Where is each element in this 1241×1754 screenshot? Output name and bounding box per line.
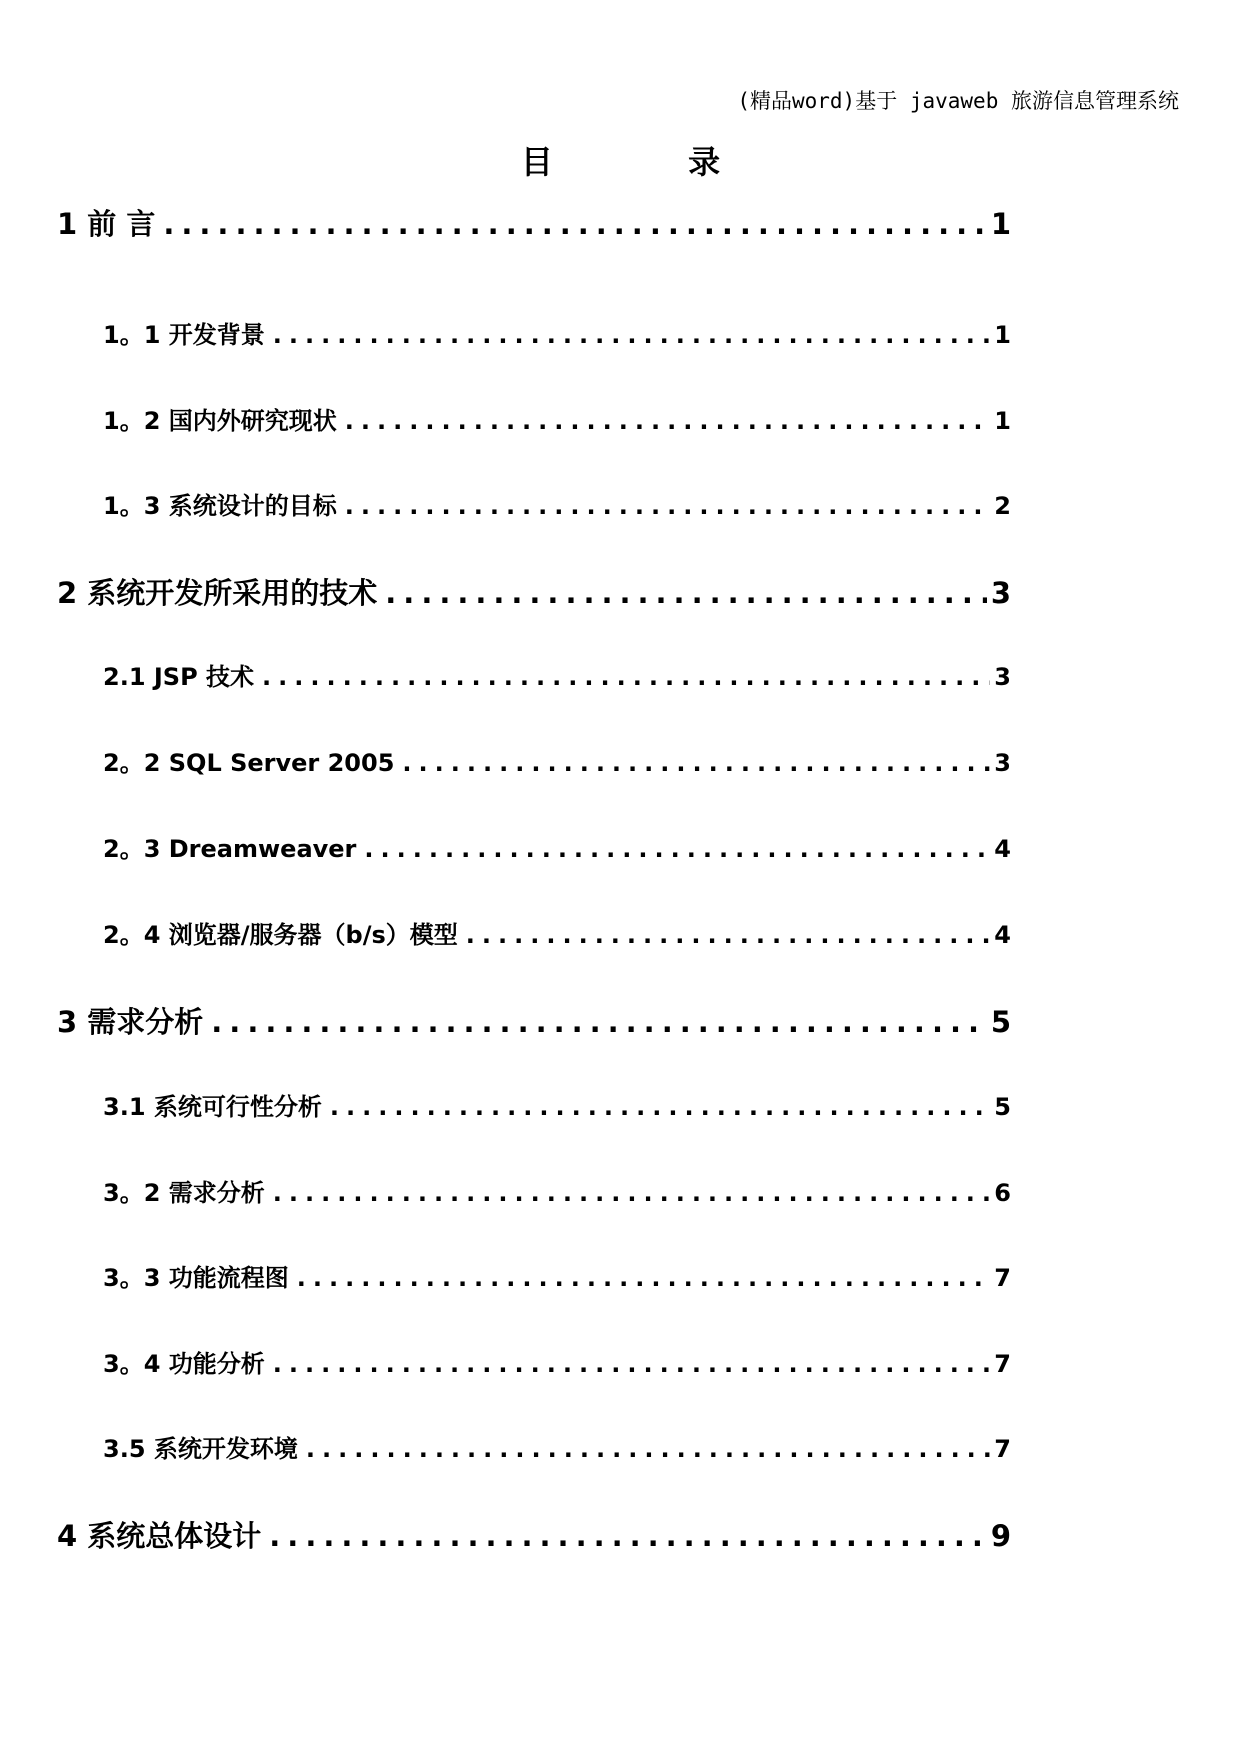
toc-entry[interactable] <box>103 662 1011 692</box>
toc-leader-dots <box>273 320 991 350</box>
toc-entry[interactable] <box>57 1518 1011 1554</box>
toc-entry-label: 2.1 JSP 技术 <box>103 663 255 691</box>
toc-page-number: 7 <box>994 1435 1011 1463</box>
toc-page-number: 5 <box>994 1093 1011 1121</box>
toc-entry-label: 3。4 功能分析 <box>103 1350 265 1378</box>
toc-entry[interactable] <box>103 1178 1011 1208</box>
toc-page-number: 2 <box>994 492 1011 520</box>
running-header: (精品word)基于 javaweb 旅游信息管理系统 <box>737 89 1179 113</box>
toc-entry[interactable] <box>103 920 1011 950</box>
toc-page-number: 9 <box>990 1519 1011 1553</box>
toc-entry[interactable] <box>57 575 1011 611</box>
toc-page-number: 1 <box>990 207 1011 241</box>
toc-entry-label: 2。2 SQL Server 2005 <box>103 749 395 777</box>
toc-page-number: 3 <box>990 576 1011 610</box>
toc-leader-dots <box>345 406 991 436</box>
toc-leader-dots <box>262 662 990 692</box>
toc-page-number: 4 <box>994 835 1011 863</box>
toc-page-number: 7 <box>994 1350 1011 1378</box>
toc-leader-dots <box>385 575 987 611</box>
toc-leader-dots <box>466 920 991 950</box>
toc-entry[interactable] <box>103 406 1011 436</box>
toc-leader-dots <box>364 834 990 864</box>
toc-leader-dots <box>402 748 990 778</box>
toc-entry[interactable] <box>103 834 1011 864</box>
toc-entry-label: 4 系统总体设计 <box>57 1519 262 1553</box>
toc-page-number: 5 <box>990 1005 1011 1039</box>
toc-page-number: 3 <box>994 663 1011 691</box>
toc-leader-dots <box>163 206 986 242</box>
toc-page-number: 1 <box>994 321 1011 349</box>
toc-entry-label: 2。4 浏览器/服务器（b/s）模型 <box>103 921 458 949</box>
toc-entry-label: 2 系统开发所采用的技术 <box>57 576 378 610</box>
toc-page-number: 3 <box>994 749 1011 777</box>
toc-page-number: 4 <box>994 921 1011 949</box>
toc-entry-label: 3。3 功能流程图 <box>103 1264 289 1292</box>
toc-entry-label: 3.1 系统可行性分析 <box>103 1093 322 1121</box>
toc-leader-dots <box>345 491 991 521</box>
toc-entry-label: 3 需求分析 <box>57 1005 204 1039</box>
toc-entry[interactable] <box>103 1263 1011 1293</box>
toc-page-number: 1 <box>994 407 1011 435</box>
toc-entry[interactable] <box>57 1004 1011 1040</box>
toc-title: 目 录 <box>520 143 783 181</box>
toc-entry[interactable] <box>103 491 1011 521</box>
toc-entry-label: 1。3 系统设计的目标 <box>103 492 337 520</box>
toc-page-number: 7 <box>994 1264 1011 1292</box>
toc-leader-dots <box>211 1004 987 1040</box>
toc-leader-dots <box>306 1434 990 1464</box>
toc-entry[interactable] <box>103 1434 1011 1464</box>
toc-entry[interactable] <box>103 748 1011 778</box>
toc-leader-dots <box>330 1092 990 1122</box>
toc-entry[interactable] <box>103 320 1011 350</box>
toc-entry-label: 3。2 需求分析 <box>103 1179 265 1207</box>
toc-page-number: 6 <box>994 1179 1011 1207</box>
toc-leader-dots <box>273 1178 991 1208</box>
toc-entry-label: 1。1 开发背景 <box>103 321 265 349</box>
toc-leader-dots <box>273 1349 991 1379</box>
toc-entry[interactable] <box>103 1349 1011 1379</box>
toc-entry-label: 1。2 国内外研究现状 <box>103 407 337 435</box>
toc-leader-dots <box>269 1518 987 1554</box>
toc-entry-label: 2。3 Dreamweaver <box>103 835 357 863</box>
toc-leader-dots <box>297 1263 991 1293</box>
toc-entry[interactable] <box>103 1092 1011 1122</box>
toc-entry[interactable] <box>57 206 1011 242</box>
toc-entry-label: 3.5 系统开发环境 <box>103 1435 298 1463</box>
toc-entry-label: 1 前 言 <box>57 207 156 241</box>
